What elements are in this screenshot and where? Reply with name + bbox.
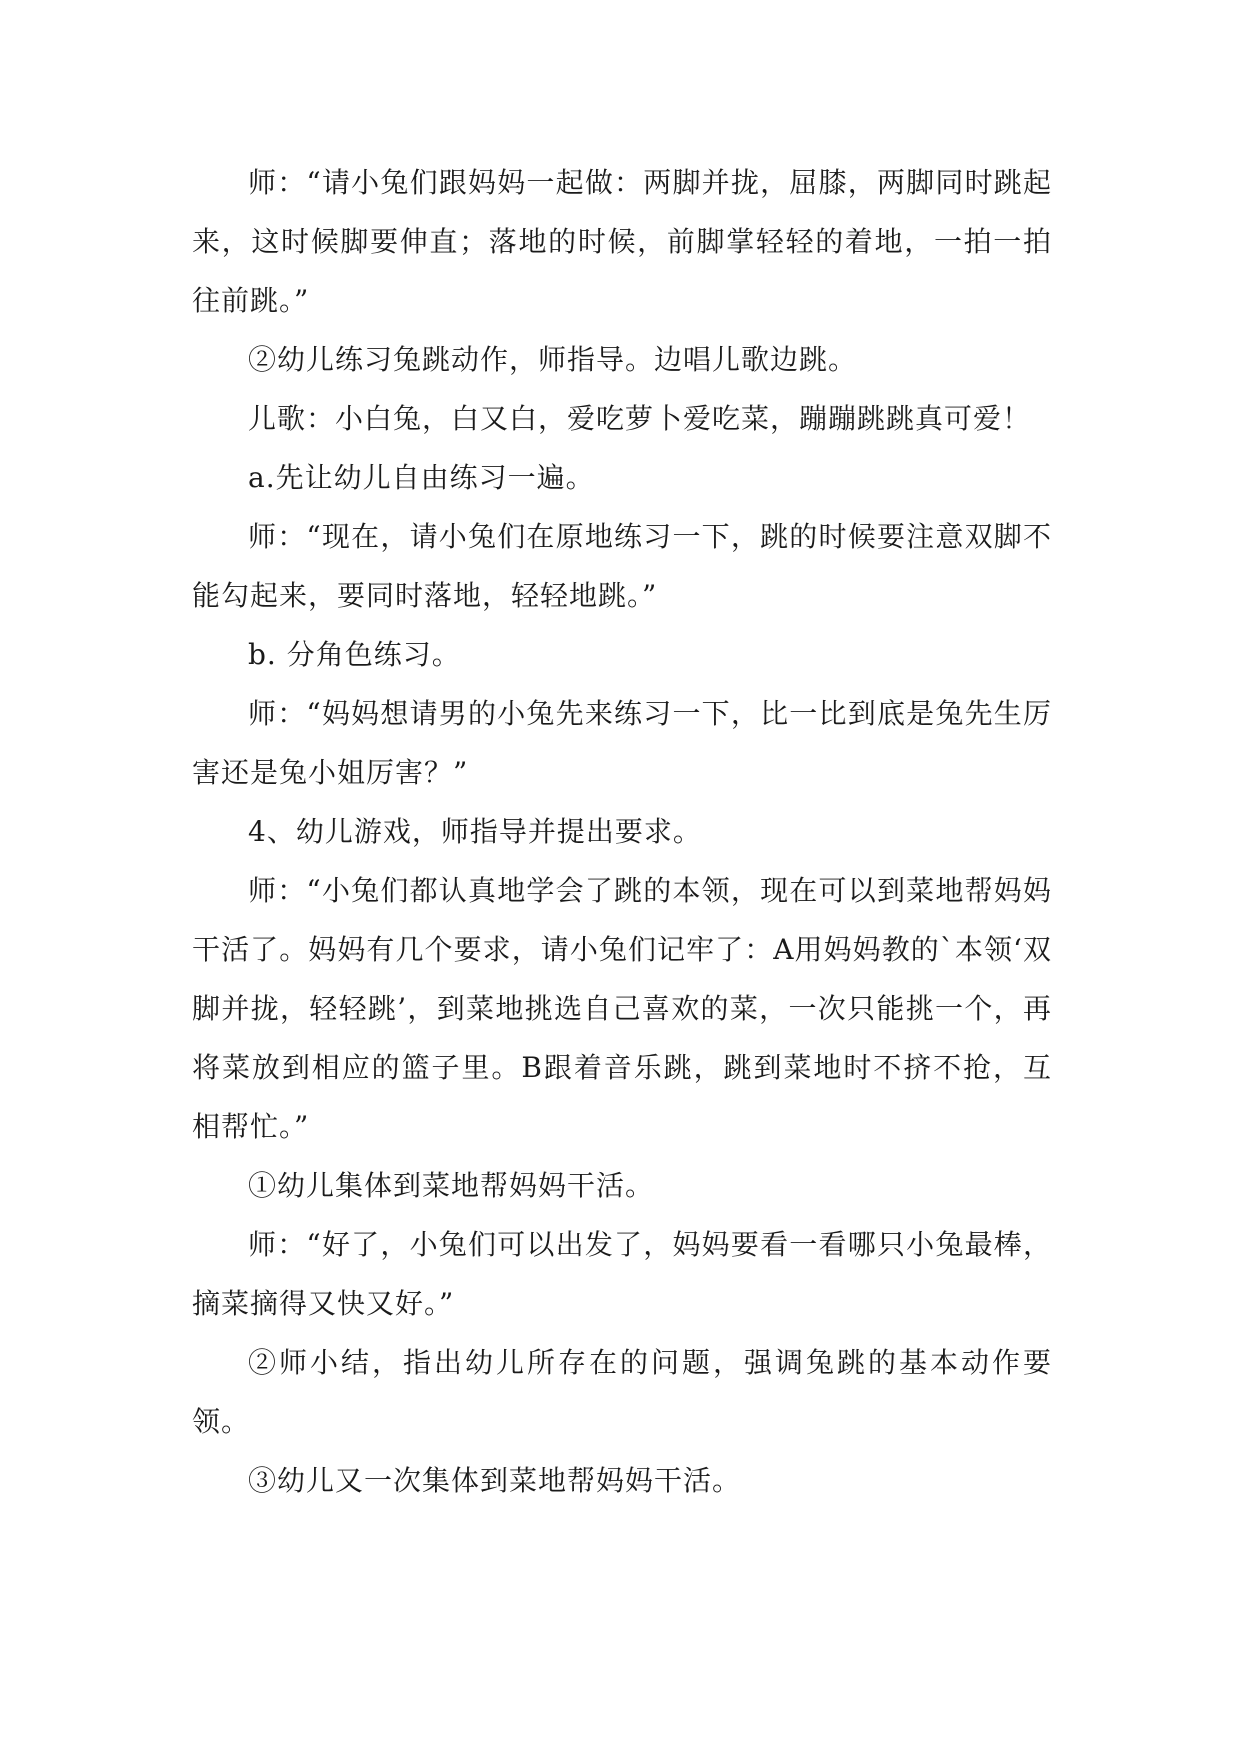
paragraph-10: ①幼儿集体到菜地帮妈妈干活。 <box>248 1169 655 1202</box>
paragraph-8: 4、幼儿游戏，师指导并提出要求。 <box>248 815 702 848</box>
paragraph-13: ③幼儿又一次集体到菜地帮妈妈干活。 <box>248 1464 742 1497</box>
document-body <box>192 153 1052 1510</box>
paragraph-2: ②幼儿练习兔跳动作，师指导。边唱儿歌边跳。 <box>248 343 858 376</box>
paragraph-7: 师：“妈妈想请男的小兔先来练习一下，比一比到底是兔先生厉害还是兔小姐厉害？” <box>192 697 1052 789</box>
paragraph-12: ②师小结，指出幼儿所存在的问题，强调兔跳的基本动作要领。 <box>192 1346 1052 1438</box>
paragraph-4: a.先让幼儿自由练习一遍。 <box>248 461 595 494</box>
paragraph-5: 师：“现在，请小兔们在原地练习一下，跳的时候要注意双脚不能勾起来，要同时落地，轻轻地跳。” <box>192 520 1052 612</box>
paragraph-6: b. 分角色练习。 <box>248 638 461 671</box>
paragraph-9: 师：“小兔们都认真地学会了跳的本领，现在可以到菜地帮妈妈干活了。妈妈有几个要求，请小兔们记牢了：A用妈妈教的`本领‘双脚并拢，轻轻跳’，到菜地挑选自己喜欢的菜，一次只能挑一个，再将菜放到相应的篮子里。B跟着音乐跳，跳到菜地时不挤不抢，互相帮忙。” <box>192 874 1052 1143</box>
paragraph-3: 儿歌：小白兔，白又白，爱吃萝卜爱吃菜，蹦蹦跳跳真可爱！ <box>248 402 1032 435</box>
paragraph-11: 师：“好了，小兔们可以出发了，妈妈要看一看哪只小兔最棒，摘菜摘得又快又好。” <box>192 1228 1052 1320</box>
paragraph-1: 师：“请小兔们跟妈妈一起做：两脚并拢，屈膝，两脚同时跳起来，这时候脚要伸直；落地的时候，前脚掌轻轻的着地，一拍一拍往前跳。” <box>192 166 1052 317</box>
